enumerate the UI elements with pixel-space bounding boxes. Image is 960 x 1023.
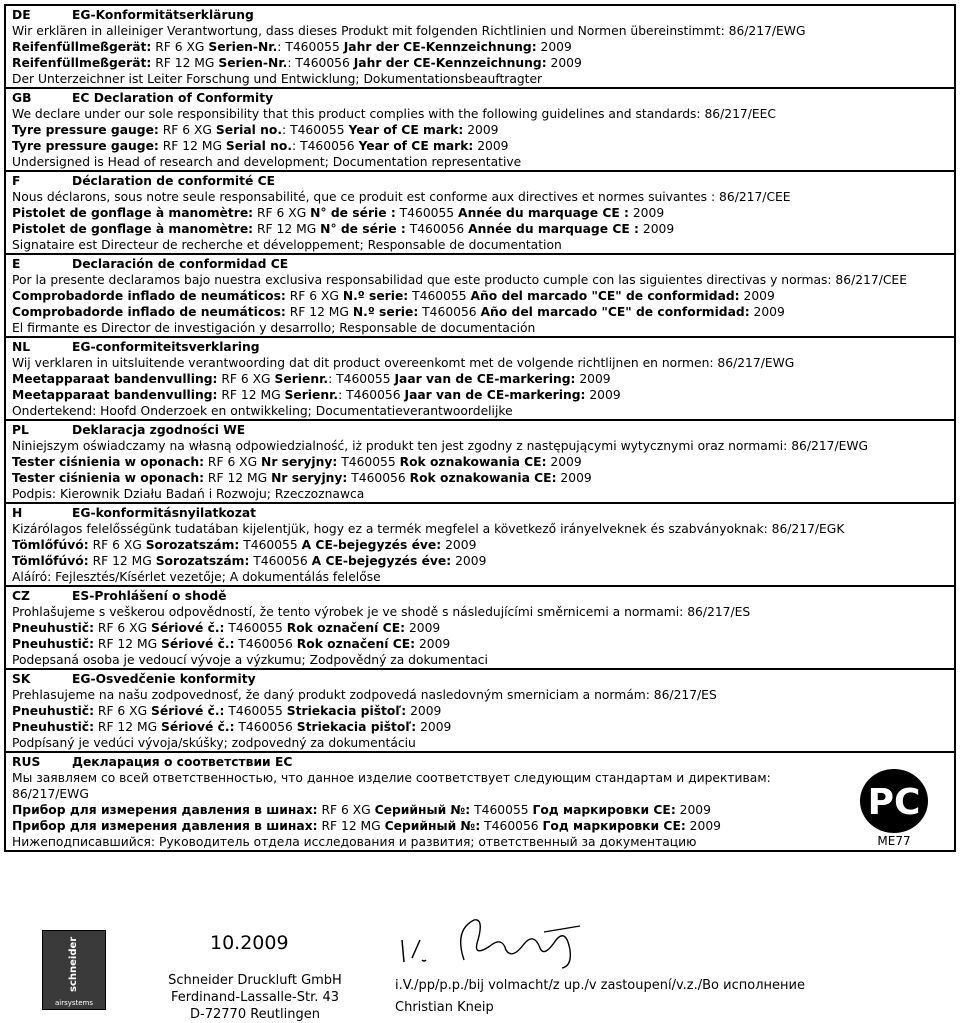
declaration-document [4,4,956,852]
declaration-text: Por la presente declaramos bajo nuestra exclusiva responsabilidad que este producto cumple con las siguientes directivas y normas: 86/217/CEE [12,273,907,287]
signatory-text: Podpis: Kierownik Działu Badań i Rozwoju; Rzeczoznawca [12,487,365,501]
signatory-text: Der Unterzeichner ist Leiter Forschung und Entwicklung; Dokumentationsbeauftragter [12,72,543,86]
logo-wordmark: schneider [68,936,79,992]
product-line-1: Meetapparaat bandenvulling: RF 6 XG Serienr.: T460055 Jaar van de CE-markering: 2009 [12,372,611,386]
section-title: EC Declaration of Conformity [72,91,274,105]
declaration-text: Wij verklaren in uitsluitende verantwoording dat dit product overeenkomt met de volgende richtlijnen en normen: 86/217/EWG [12,356,795,370]
section-heading [12,256,948,272]
certification-code: ME77 [877,834,911,847]
signatory-text: Podpísaný je vedúci vývoja/skúšky; zodpovedný za dokumentáciu [12,736,416,750]
section-title: Deklaracja zgodności WE [72,423,246,437]
section-h [4,502,956,585]
section-title: EG-Osvedčenie konformity [72,672,256,686]
product-line-1: Reifenfüllmeßgerät: RF 6 XG Serien-Nr.: T460055 Jahr der CE-Kennzeichnung: 2009 [12,40,572,54]
section-heading [12,671,948,687]
signature-authority-note: i.V./pp/p.p./bij volmacht/z up./v zastoupení/v.z./Во исполнение [395,978,805,993]
signatory-name: Christian Kneip [395,1000,494,1015]
product-line-2: Pneuhustič: RF 12 MG Sériové č.: T460056 Striekacia pištoľ: 2009 [12,720,452,734]
section-nl [4,336,956,419]
product-line-2: Comprobadorde inflado de neumáticos: RF 12 MG N.º serie: T460056 Año del marcado "CE" de conformidad: 2009 [12,305,785,319]
product-line-2: Tömlőfúvó: RF 12 MG Sorozatszám: T460056 A CE-bejegyzés éve: 2009 [12,554,487,568]
declaration-text: Prehlasujeme na našu zodpovednosť, že daný produkt zodpovedá nasledovným smerniciam a normám: 86/217/ES [12,688,717,702]
section-title: Déclaration de conformité CE [72,174,276,188]
declaration-text: Wir erklären in alleiniger Verantwortung, dass dieses Produkt mit folgenden Richtlinien und Normen übereinstimmt: 86/217/EWG [12,24,806,38]
product-line-1: Pneuhustič: RF 6 XG Sériové č.: T460055 Striekacia pištoľ: 2009 [12,704,442,718]
declaration-text: Kizárólagos felelősségünk tudatában kijelentjük, hogy ez a termék megfelel a következő irányelveknek és szabványoknak: 86/217/EGK [12,522,845,536]
product-line-2: Tester ciśnienia w oponach: RF 12 MG Nr seryjny: T460056 Rok oznakowania CE: 2009 [12,471,592,485]
declaration-text: Prohlašujeme s veškerou odpovědností, že tento výrobek je ve shodě s následujícími směrnicemi a normami: 86/217/ES [12,605,751,619]
product-line-2: Tyre pressure gauge: RF 12 MG Serial no.: T460056 Year of CE mark: 2009 [12,139,509,153]
schneider-logo [42,930,106,1010]
section-title: Декларация о соответствии ЕС [72,755,293,769]
section-heading [12,90,948,106]
product-line-1: Tester ciśnienia w oponach: RF 6 XG Nr seryjny: T460055 Rok oznakowania CE: 2009 [12,455,582,469]
declaration-text: Niniejszym oświadczamy na własną odpowiedzialność, iż produkt ten jest zgodny z następującymi wytycznymi oraz normami: 86/217/EWG [12,439,869,453]
product-line-1: Прибор для измерения давления в шинах: RF 6 XG Серийный №: T460055 Год маркировки CE: 2009 [12,803,711,817]
product-line-1: Pistolet de gonflage à manomètre: RF 6 XG N° de série : T460055 Année du marquage CE : 2009 [12,206,665,220]
company-name: Schneider Druckluft GmbH [168,973,342,988]
language-code: SK [12,672,31,686]
section-heading [12,173,948,189]
product-line-1: Pneuhustič: RF 6 XG Sériové č.: T460055 Rok označení CE: 2009 [12,621,441,635]
language-code: RUS [12,755,41,769]
language-code: CZ [12,589,30,603]
gost-certification-mark-icon [854,767,934,847]
section-f [4,170,956,253]
language-code: H [12,506,23,520]
declaration-text: Nous déclarons, sous notre seule responsabilité, que ce produit est conforme aux directives et normes suivantes : 86/217/CEE [12,190,791,204]
signatory-text: Ondertekend: Hoofd Onderzoek en ontwikkeling; Documentatieverantwoordelijke [12,404,513,418]
section-heading [12,754,948,770]
signatory-text: Нижеподписавшийся: Руководитель отдела исследования и развития; ответственный за документацию [12,835,697,849]
language-code: PL [12,423,29,437]
company-address [160,972,350,1023]
signatory-text: Aláíró: Fejlesztés/Kísérlet vezetője; A dokumentálás felelőse [12,570,381,584]
product-line-1: Tömlőfúvó: RF 6 XG Sorozatszám: T460055 A CE-bejegyzés éve: 2009 [12,538,477,552]
declaration-text: We declare under our sole responsibility that this product complies with the following guidelines and standards: 86/217/EEC [12,107,777,121]
product-line-2: Прибор для измерения давления в шинах: RF 12 MG Серийный №: T460056 Год маркировки CE: 2009 [12,819,721,833]
signatory-text: El firmante es Director de investigación y desarrollo; Responsable de documentación [12,321,536,335]
section-heading [12,339,948,355]
product-line-2: Reifenfüllmeßgerät: RF 12 MG Serien-Nr.: T460056 Jahr der CE-Kennzeichnung: 2009 [12,56,582,70]
issue-date: 10.2009 [210,932,289,954]
section-title: EG-conformiteitsverklaring [72,340,260,354]
product-line-2: Pneuhustič: RF 12 MG Sériové č.: T460056 Rok označení CE: 2009 [12,637,451,651]
section-heading [12,505,948,521]
logo-subtitle: airsystems [54,999,94,1007]
footer [0,910,960,1021]
product-line-1: Comprobadorde inflado de neumáticos: RF 6 XG N.º serie: T460055 Año del marcado "CE" de conformidad: 2009 [12,289,775,303]
language-code: E [12,257,21,271]
section-title: EG-Konformitätserklärung [72,8,254,22]
declaration-text: Мы заявляем со всей ответственностью, что данное изделие соответствует следующим стандартам и директивам: 86/217/EWG [12,771,771,801]
handwritten-signature-icon [394,910,594,974]
section-heading [12,422,948,438]
section-gb [4,87,956,170]
section-cz [4,585,956,668]
product-line-1: Tyre pressure gauge: RF 6 XG Serial no.: T460055 Year of CE mark: 2009 [12,123,499,137]
language-code: GB [12,91,32,105]
section-e [4,253,956,336]
svg-text:PC: PC [867,782,921,823]
section-heading [12,7,948,23]
section-title: EG-konformitásnyilatkozat [72,506,257,520]
language-code: NL [12,340,31,354]
language-code: DE [12,8,31,22]
section-title: Declaración de conformidad CE [72,257,289,271]
section-heading [12,588,948,604]
signatory-text: Podepsaná osoba je vedoucí vývoje a výzkumu; Zodpovědný za dokumentaci [12,653,488,667]
product-line-2: Pistolet de gonflage à manomètre: RF 12 MG N° de série : T460056 Année du marquage CE : 2009 [12,222,675,236]
section-pl [4,419,956,502]
company-city: D-72770 Reutlingen [190,1007,320,1022]
signatory-text: Undersigned is Head of research and development; Documentation representative [12,155,522,169]
section-rus [4,751,956,852]
section-sk [4,668,956,751]
company-street: Ferdinand-Lassalle-Str. 43 [170,990,340,1005]
section-title: ES-Prohlášení o shodě [72,589,227,603]
section-de [4,4,956,87]
signatory-text: Signataire est Directeur de recherche et développement; Responsable de documentation [12,238,562,252]
language-code: F [12,174,21,188]
product-line-2: Meetapparaat bandenvulling: RF 12 MG Serienr.: T460056 Jaar van de CE-markering: 2009 [12,388,621,402]
